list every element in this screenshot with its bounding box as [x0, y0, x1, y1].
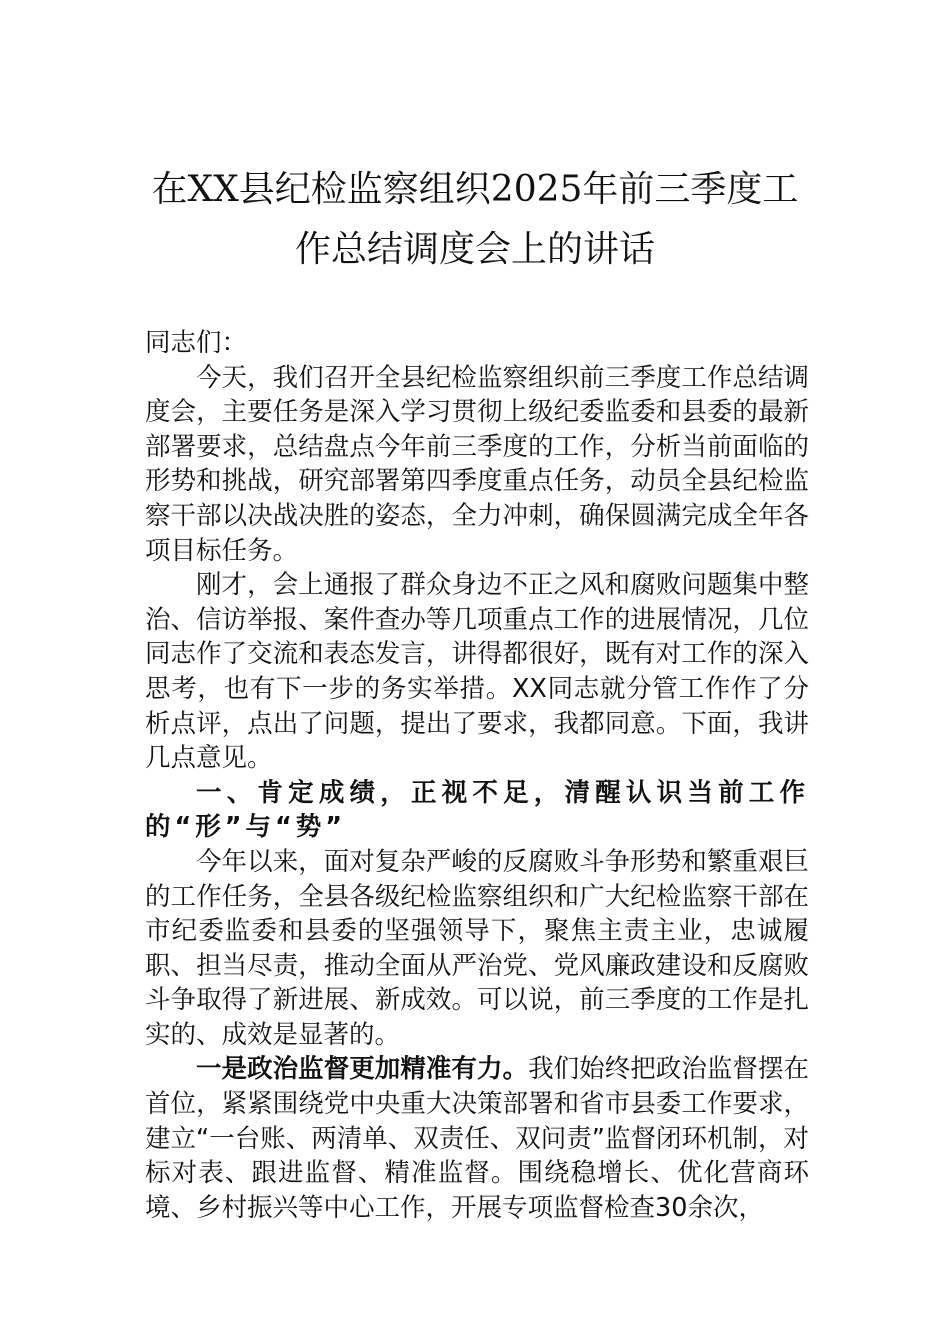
section-heading-1: 一、肯定成绩，正视不足，清醒认识当前工作的“形”与“势”: [145, 777, 809, 843]
paragraph-achievements: 今年以来，面对复杂严峻的反腐败斗争形势和繁重艰巨的工作任务，全县各级纪检监察组织和广大纪检监察干部在市纪委监委和县委的坚强领导下，聚焦主责主业，忠诚履职、担当尽责，推动全面从严治党、党风廉政建设和反腐败斗争取得了新进展、新成效。可以说，前三季度的工作是扎实的、成效是显著的。: [145, 846, 809, 1050]
paragraph-opening: 今天，我们召开全县纪检监察组织前三季度工作总结调度会，主要任务是深入学习贯彻上级纪委监委和县委的最新部署要求，总结盘点今年前三季度的工作，分析当前面临的形势和挑战，研究部署第四季度重点任务，动员全县纪检监察干部以决战决胜的姿态，全力冲刺，确保圆满完成全年各项目标任务。: [145, 362, 809, 566]
title-line-2: 作总结调度会上的讲话: [294, 229, 655, 270]
document-body: [145, 326, 809, 1225]
title-line-1: 在XX县纪检监察组织2025年前三季度工: [151, 169, 799, 210]
point-1-text: 我们始终把政治监督摆在首位，紧紧围绕党中央重大决策部署和省市县委工作要求，建立“一台账、两清单、双责任、双问责”监督闭环机制，对标对表、跟进监督、精准监督。围绕稳增长、优化营商环境、乡村振兴等中心工作，开展专项监督检查30余次，: [145, 1054, 809, 1223]
paragraph-point-1: [145, 1052, 809, 1225]
point-1-lead: 一是政治监督更加精准有力。: [196, 1054, 529, 1085]
document-title: [120, 160, 830, 280]
paragraph-meeting-review: 刚才，会上通报了群众身边不正之风和腐败问题集中整治、信访举报、案件查办等几项重点工作的进展情况，几位同志作了交流和表态发言，讲得都很好，既有对工作的深入思考，也有下一步的务实举措。XX同志就分管工作作了分析点评，点出了问题，提出了要求，我都同意。下面，我讲几点意见。: [145, 570, 809, 774]
salutation: 同志们：: [145, 328, 248, 358]
